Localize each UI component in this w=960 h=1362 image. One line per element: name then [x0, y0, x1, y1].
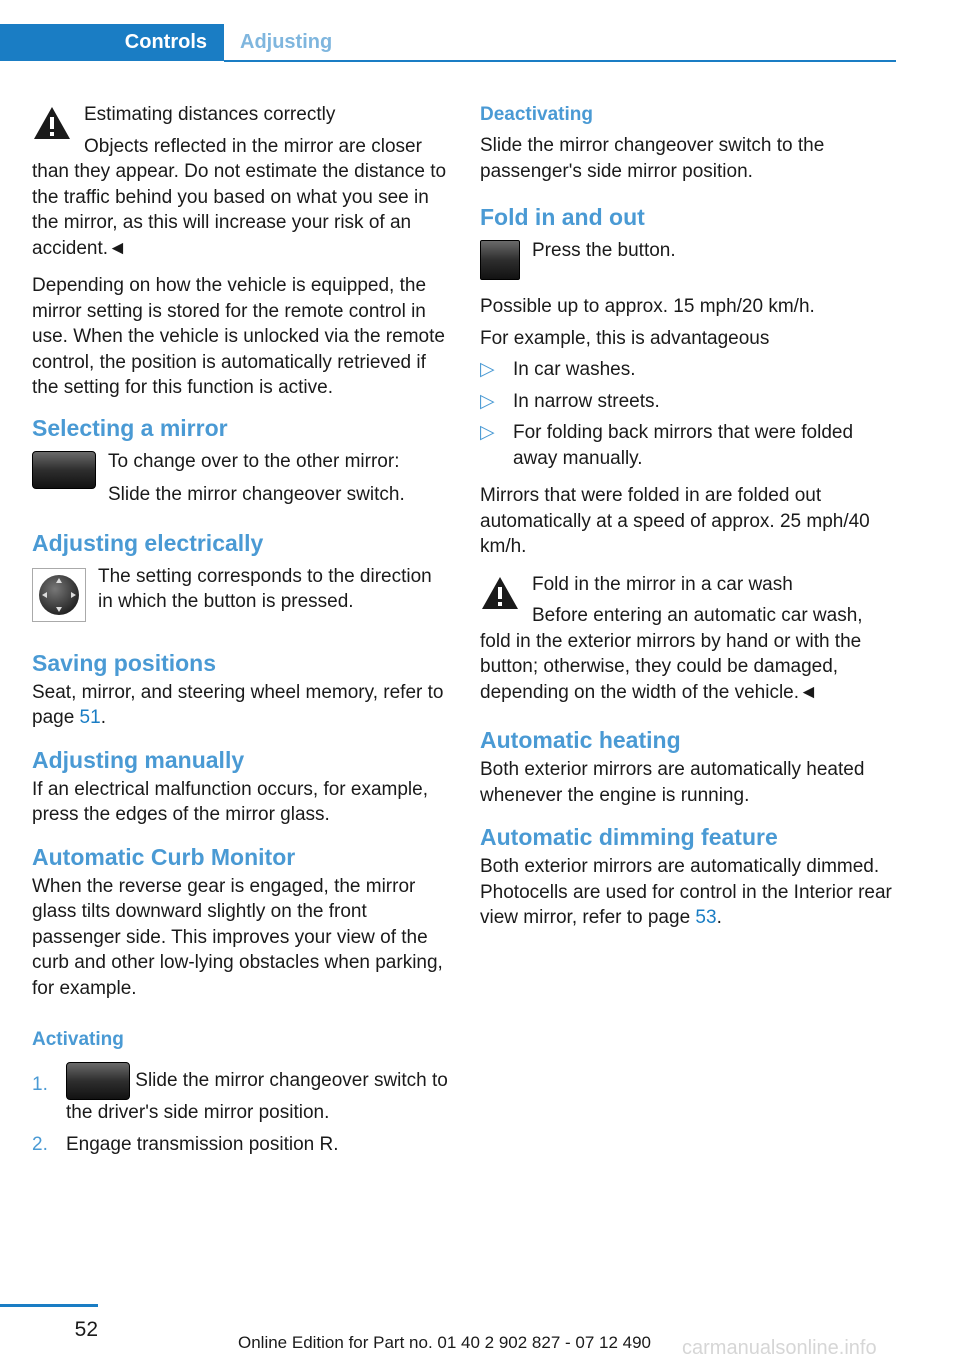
- warning-body-first: Objects reflected in the mirror are closer: [84, 135, 422, 157]
- page-number: 52: [74, 1318, 98, 1341]
- heading-fold-in-out: Fold in and out: [480, 204, 645, 230]
- list-item: ▷ In car washes.: [480, 357, 898, 383]
- heading-activating: Activating: [32, 1029, 124, 1050]
- saving-text: Seat, mirror, and steering wheel memory, refer to page: [32, 681, 444, 728]
- heading-deactivating: Deactivating: [480, 104, 593, 125]
- fold-speed: Possible up to approx. 15 mph/20 km/h.: [480, 296, 815, 317]
- warning-distances: [32, 102, 450, 261]
- footer-rule: [0, 1304, 98, 1307]
- heating-paragraph: Both exterior mirrors are automatically heated whenever the engine is running.: [480, 759, 865, 806]
- warning-body: fold in the exterior mirrors by hand or with the button; otherwise, they could be damaged, depending on the width of the vehicle.◄: [480, 630, 862, 703]
- tab-adjusting[interactable]: Adjusting: [240, 31, 333, 53]
- mirror-switch-icon: [32, 451, 96, 489]
- manual-paragraph: If an electrical malfunction occurs, for example, press the edges of the mirror glass.: [32, 778, 429, 825]
- heading-automatic-heating: Automatic heating: [480, 727, 681, 753]
- memory-paragraph: Depending on how the vehicle is equipped, the mirror setting is stored for the remote control in use. When the vehicle is unlocked via the remote control, the position is automatically retrieved if the setting for this function is active.: [32, 275, 445, 398]
- fold-auto-paragraph: Mirrors that were folded in are folded out automatically at a speed of approx. 25 mph/40 km/h.: [480, 485, 870, 557]
- list-item: ▷ In narrow streets.: [480, 389, 898, 415]
- dimming-text: Both exterior mirrors are automatically dimmed. Photocells are used for control in the Interior rear view mirror, refer to page: [480, 856, 892, 928]
- heading-adjusting-electrically: Adjusting electrically: [32, 529, 264, 556]
- selecting-block: [32, 449, 450, 508]
- selecting-line-1: To change over to the other mirror:: [108, 450, 400, 472]
- step-item: [32, 1132, 450, 1158]
- fold-button-icon: [480, 240, 520, 280]
- selecting-line-2: Slide the mirror changeover switch.: [108, 484, 405, 505]
- activating-steps: [32, 1062, 450, 1157]
- curb-paragraph: When the reverse gear is engaged, the mirror glass tilts downward slightly on the front passenger side. This improves your view of the curb and other low-lying obstacles when parking, for example.: [32, 875, 443, 999]
- warning-title: Fold in the mirror in a car wash: [532, 573, 793, 595]
- heading-saving-positions: Saving positions: [32, 649, 217, 676]
- edition-text: Online Edition for Part no. 01 40 2 902 827 - 07 12 490: [238, 1333, 652, 1352]
- direction-pad-icon: [32, 568, 86, 622]
- fold-example: For example, this is advantageous: [480, 327, 770, 349]
- deactivating-paragraph: Slide the mirror changeover switch to the passenger's side mirror position.: [480, 135, 825, 182]
- dimming-period: .: [716, 907, 722, 928]
- heading-adjusting-manually: Adjusting manually: [32, 746, 245, 773]
- saving-period: .: [100, 707, 106, 728]
- step-text: Engage transmission position R.: [66, 1133, 339, 1155]
- watermark: carmanualsonline.info: [682, 1337, 877, 1359]
- dimming-paragraph: [480, 854, 898, 931]
- header-bar: [0, 0, 960, 62]
- step-number: 1.: [32, 1074, 48, 1095]
- saving-paragraph: [32, 680, 450, 731]
- step-number: 2.: [32, 1133, 48, 1155]
- step-item: [32, 1062, 450, 1126]
- triangle-bullet-icon: ▷: [480, 359, 495, 380]
- saving-page-link[interactable]: 51: [79, 707, 101, 728]
- heading-curb-monitor: Automatic Curb Monitor: [32, 843, 296, 870]
- warning-title: Estimating distances correctly: [84, 104, 336, 125]
- mirror-switch-icon: [66, 1062, 130, 1100]
- triangle-bullet-icon: ▷: [480, 422, 495, 443]
- heading-automatic-dimming: Automatic dimming feature: [480, 824, 778, 850]
- fold-press-text: Press the button.: [532, 240, 676, 261]
- warning-triangle-icon: [32, 104, 72, 142]
- heading-selecting-mirror: Selecting a mirror: [32, 414, 228, 441]
- fold-list: [480, 357, 898, 471]
- warning-body-first: Before entering an automatic car wash,: [532, 605, 863, 626]
- warning-body: than they appear. Do not estimate the distance to the traffic behind you based on what you see in the mirror, as this will increase your risk of an accident.◄: [32, 161, 447, 259]
- left-column: [32, 102, 450, 1157]
- step-text: Slide the mirror changeover switch to the driver's side mirror position.: [66, 1070, 448, 1123]
- electric-text: The setting corresponds to the direction in which the button is pressed.: [98, 565, 432, 612]
- warning-car-wash: [480, 572, 898, 706]
- right-column: [480, 102, 898, 943]
- header-rule: [224, 60, 896, 62]
- fold-block: [480, 238, 898, 284]
- dimming-page-link[interactable]: 53: [695, 907, 717, 928]
- warning-triangle-icon: [480, 574, 520, 612]
- triangle-bullet-icon: ▷: [480, 390, 495, 412]
- tab-controls[interactable]: Controls: [0, 24, 224, 61]
- list-item: ▷ For folding back mirrors that were folded away manually.: [480, 422, 854, 469]
- electric-block: [32, 564, 450, 626]
